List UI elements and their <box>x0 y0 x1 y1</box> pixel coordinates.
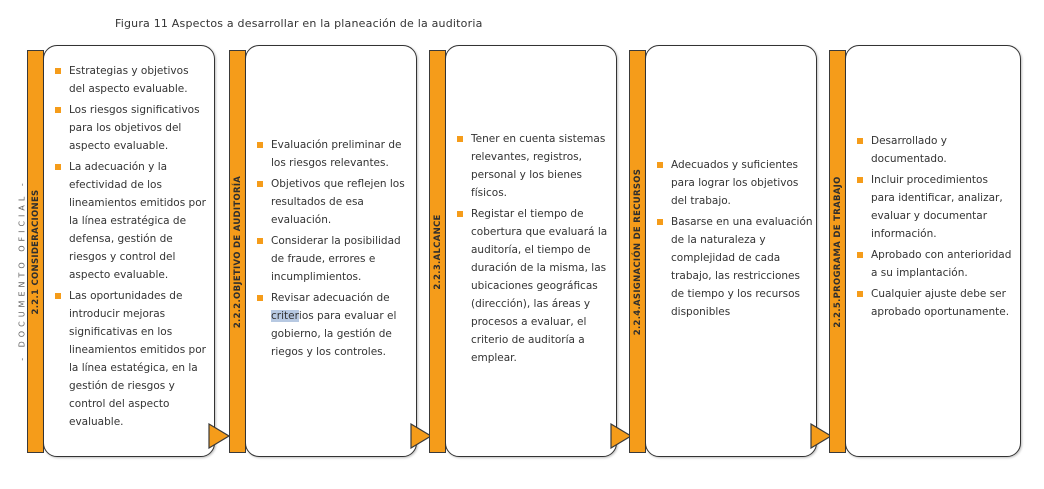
highlighted-text: criter <box>271 310 299 322</box>
list-item: Basarse en una evaluación de la naturaleza y complejidad de cada trabajo, las restricciones de tiempo y los recursos disponibles <box>653 213 815 321</box>
list-item: Cualquier ajuste debe ser aprobado oportunamente. <box>853 285 1015 321</box>
step-card <box>245 45 417 457</box>
list-item: Registar el tiempo de cobertura que evaluará la auditoría, el tiempo de duración de la misma, las ubicaciones geográficas (dirección), las áreas y procesos a evaluar, el criterio de auditoría a emplear. <box>453 205 613 367</box>
step-label: 2.2.4.ASIGNACIÓN DE RECURSOS <box>632 168 643 335</box>
step-card <box>43 45 215 457</box>
figure-caption: Figura 11 Aspectos a desarrollar en la planeación de la auditoria <box>115 17 483 30</box>
watermark-text: - DOCUMENTO OFICIAL - <box>17 179 27 361</box>
step-bar <box>229 50 246 453</box>
item-list <box>253 136 411 364</box>
list-item: Desarrollado y documentado. <box>853 132 1015 168</box>
step-consideraciones <box>27 45 230 457</box>
list-item: Los riesgos significativos para los objetivos del aspecto evaluable. <box>51 101 207 155</box>
step-bar <box>629 50 646 453</box>
step-objetivo <box>229 45 432 457</box>
step-label: 2.2.1 CONSIDERACIONES <box>30 189 41 314</box>
list-item: Evaluación preliminar de los riesgos relevantes. <box>253 136 411 172</box>
step-bar <box>429 50 446 453</box>
list-item: Adecuados y suficientes para lograr los objetivos del trabajo. <box>653 156 815 210</box>
item-list <box>853 132 1015 324</box>
list-item <box>253 289 411 361</box>
step-programa-trabajo <box>829 45 1024 457</box>
list-item: Tener en cuenta sistemas relevantes, registros, personal y los bienes físicos. <box>453 130 613 202</box>
list-item: Considerar la posibilidad de fraude, errores e incumplimientos. <box>253 232 411 286</box>
list-item: La adecuación y la efectividad de los lineamientos emitidos por la línea estratégica de defensa, gestión de riesgos y control del aspecto evaluable. <box>51 158 207 284</box>
item-list <box>51 62 207 434</box>
list-item: Incluir procedimientos para identificar, analizar, evaluar y documentar información. <box>853 171 1015 243</box>
list-item: Estrategias y objetivos del aspecto evaluable. <box>51 62 207 98</box>
step-asignacion-recursos <box>629 45 832 457</box>
item-list <box>653 156 815 324</box>
step-card <box>445 45 617 457</box>
step-label: 2.2.2.OBJETIVO DE AUDITORÍA <box>232 175 243 328</box>
list-item: Aprobado con anterioridad a su implantación. <box>853 246 1015 282</box>
item-list <box>453 130 613 370</box>
step-bar <box>829 50 846 453</box>
step-label: 2.2.5.PROGRAMA DE TRABAJO <box>832 175 843 328</box>
step-alcance <box>429 45 632 457</box>
list-item: Las oportunidades de introducir mejoras significativas en los lineamientos emitidos por la línea estatégica, en la gestión de riesgos y control del aspecto evaluable. <box>51 287 207 431</box>
arrow-right-icon <box>208 423 230 449</box>
step-card <box>845 45 1021 457</box>
item-text: ios para evaluar el gobierno, la gestión de riegos y los controles. <box>271 310 397 358</box>
step-bar <box>27 50 44 453</box>
item-text: Revisar adecuación de <box>271 292 390 304</box>
step-label: 2.2.3.ALCANCE <box>432 213 443 290</box>
step-card <box>645 45 817 457</box>
list-item: Objetivos que reflejen los resultados de esa evaluación. <box>253 175 411 229</box>
